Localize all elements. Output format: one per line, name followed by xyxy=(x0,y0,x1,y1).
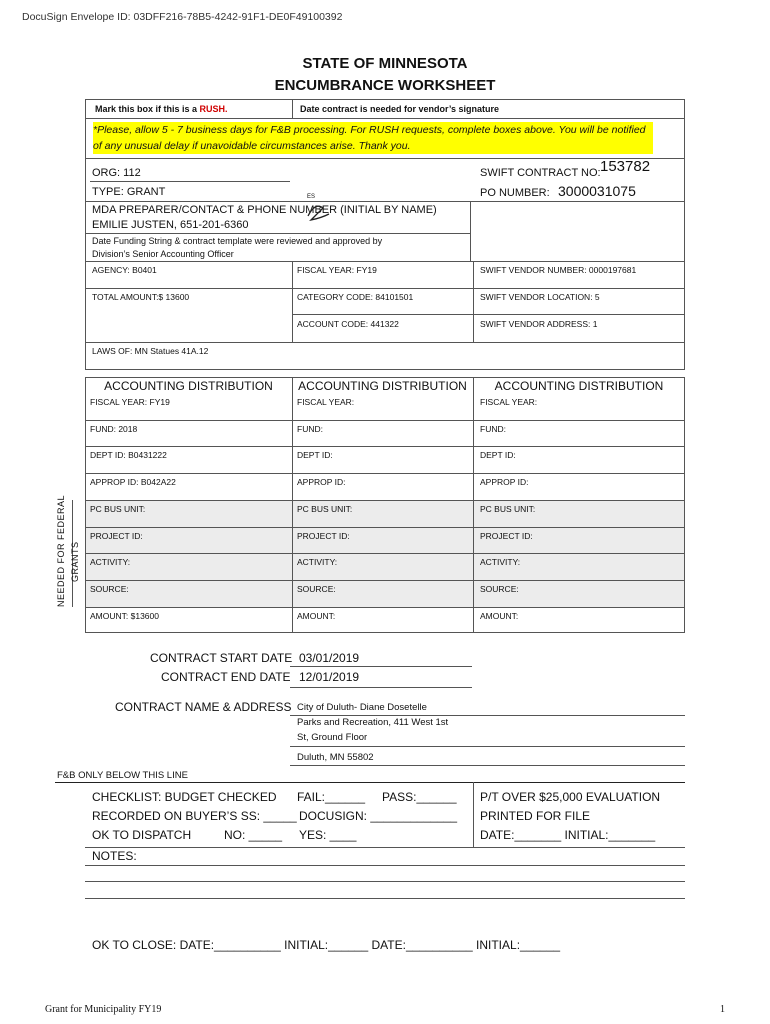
total-amount: TOTAL AMOUNT:$ 13600 xyxy=(92,292,190,302)
funding-note-1: Date Funding String & contract template were reviewed and approved by xyxy=(92,236,383,246)
acct-col2-row7: ACTIVITY: xyxy=(297,557,338,567)
acct-col3-row1: FISCAL YEAR: xyxy=(480,397,538,407)
pt-over-evaluation: P/T OVER $25,000 EVALUATION xyxy=(480,790,661,804)
contract-name-1: City of Duluth- Diane Dosetelle xyxy=(297,702,427,713)
acct-col1-row9: AMOUNT: $13600 xyxy=(90,611,159,621)
agency: AGENCY: B0401 xyxy=(92,265,157,275)
rush-label: Mark this box if this is a RUSH. xyxy=(95,104,228,114)
dispatch-no: NO: _____ xyxy=(224,828,283,842)
swift-vendor-location: SWIFT VENDOR LOCATION: 5 xyxy=(480,292,600,302)
acct-header-3: ACCOUNTING DISTRIBUTION xyxy=(494,379,664,393)
acct-col2-row4: APPROP ID: xyxy=(297,477,346,487)
rush-note: *Please, allow 5 - 7 business days for F&B processing. For RUSH requests, complete boxes above. You will be notified of any unusual delay if unavoidable circumstances arise. Thank you. xyxy=(93,122,653,154)
fiscal-year-top: FISCAL YEAR: FY19 xyxy=(297,265,377,275)
acct-col3-row4: APPROP ID: xyxy=(480,477,529,487)
acct-col3-row2: FUND: xyxy=(480,424,506,434)
dispatch-yes: YES: ____ xyxy=(299,828,357,842)
acct-header-1: ACCOUNTING DISTRIBUTION xyxy=(104,379,273,393)
funding-note-2: Division’s Senior Accounting Officer xyxy=(92,249,234,259)
acct-col3-row8: SOURCE: xyxy=(480,584,519,594)
date-initial: DATE:_______ INITIAL:_______ xyxy=(480,828,656,842)
category-code: CATEGORY CODE: 84101501 xyxy=(297,292,414,302)
acct-col1-row8: SOURCE: xyxy=(90,584,129,594)
org: ORG: 112 xyxy=(92,167,141,179)
footer-title: Grant for Municipality FY19 xyxy=(45,1004,162,1015)
acct-col2-row8: SOURCE: xyxy=(297,584,336,594)
checklist-pass: PASS:______ xyxy=(382,790,457,804)
acct-col1-row7: ACTIVITY: xyxy=(90,557,131,567)
contract-start-value: 03/01/2019 xyxy=(299,651,360,665)
acct-header-2: ACCOUNTING DISTRIBUTION xyxy=(298,379,467,393)
contract-start-label: CONTRACT START DATE xyxy=(150,651,293,665)
preparer-value: EMILIE JUSTEN, 651-201-6360 xyxy=(92,219,249,231)
swift-contract-value: 153782 xyxy=(600,158,651,175)
contract-end-label: CONTRACT END DATE xyxy=(161,670,291,684)
acct-col3-row7: ACTIVITY: xyxy=(480,557,521,567)
acct-col1-row2: FUND: 2018 xyxy=(90,424,138,434)
docusign-field: DOCUSIGN: _____________ xyxy=(299,809,458,823)
account-code: ACCOUNT CODE: 441322 xyxy=(297,319,399,329)
swift-vendor-address: SWIFT VENDOR ADDRESS: 1 xyxy=(480,319,598,329)
notes-label: NOTES: xyxy=(92,849,137,863)
checklist-budget: CHECKLIST: BUDGET CHECKED xyxy=(92,790,277,804)
acct-col2-row6: PROJECT ID: xyxy=(297,531,350,541)
acct-col1-row4: APPROP ID: B042A22 xyxy=(90,477,176,487)
contract-name-3: St, Ground Floor xyxy=(297,732,368,743)
acct-col1-row6: PROJECT ID: xyxy=(90,531,143,541)
preparer-label: MDA PREPARER/CONTACT & PHONE NUMBER (INITIAL BY NAME) xyxy=(92,204,437,216)
ok-to-dispatch: OK TO DISPATCH xyxy=(92,828,192,842)
type: TYPE: GRANT xyxy=(92,186,166,198)
laws-of: LAWS OF: MN Statues 41A.12 xyxy=(92,346,209,356)
date-needed-label: Date contract is needed for vendor’s signature xyxy=(300,104,500,114)
envelope-id: DocuSign Envelope ID: 03DFF216-78B5-4242-91F1-DE0F49100392 xyxy=(22,11,343,23)
acct-col2-row5: PC BUS UNIT: xyxy=(297,504,353,514)
checklist-fail: FAIL:______ xyxy=(297,790,366,804)
contract-name-label: CONTRACT NAME & ADDRESS xyxy=(115,700,292,714)
acct-col3-row5: PC BUS UNIT: xyxy=(480,504,536,514)
acct-col3-row6: PROJECT ID: xyxy=(480,531,533,541)
contract-end-value: 12/01/2019 xyxy=(299,670,360,684)
acct-col1-row5: PC BUS UNIT: xyxy=(90,504,146,514)
ok-to-close: OK TO CLOSE: DATE:__________ INITIAL:______ DATE:__________ INITIAL:______ xyxy=(92,938,561,952)
acct-col2-row2: FUND: xyxy=(297,424,323,434)
contract-name-2: Parks and Recreation, 411 West 1st xyxy=(297,717,449,728)
fb-only-label: F&B ONLY BELOW THIS LINE xyxy=(57,770,188,781)
acct-col3-row9: AMOUNT: xyxy=(480,611,519,621)
acct-col2-row9: AMOUNT: xyxy=(297,611,336,621)
contract-name-4: Duluth, MN 55802 xyxy=(297,752,374,763)
federal-grants-label-2: GRANTS xyxy=(70,541,80,582)
acct-col1-row3: DEPT ID: B0431222 xyxy=(90,450,167,460)
po-label: PO NUMBER: xyxy=(480,187,550,199)
recorded-on-buyers-ss: RECORDED ON BUYER’S SS: _____ xyxy=(92,809,297,823)
acct-col3-row3: DEPT ID: xyxy=(480,450,516,460)
title-worksheet: ENCUMBRANCE WORKSHEET xyxy=(274,77,496,94)
swift-vendor-number: SWIFT VENDOR NUMBER: 0000197681 xyxy=(480,265,637,275)
page-number: 1 xyxy=(720,1004,725,1015)
acct-col2-row1: FISCAL YEAR: xyxy=(297,397,355,407)
swift-contract-label: SWIFT CONTRACT NO: xyxy=(480,167,601,179)
initials-text: ES xyxy=(307,194,316,200)
title-state: STATE OF MINNESOTA xyxy=(302,55,468,72)
accounting-grid xyxy=(85,377,685,633)
acct-col1-row1: FISCAL YEAR: FY19 xyxy=(90,397,170,407)
rush-word: RUSH. xyxy=(199,104,228,114)
po-value: 3000031075 xyxy=(558,183,636,199)
printed-for-file: PRINTED FOR FILE xyxy=(480,809,591,823)
acct-col2-row3: DEPT ID: xyxy=(297,450,333,460)
initials-signature xyxy=(305,194,333,222)
federal-grants-label-1: NEEDED FOR FEDERAL xyxy=(56,494,66,607)
